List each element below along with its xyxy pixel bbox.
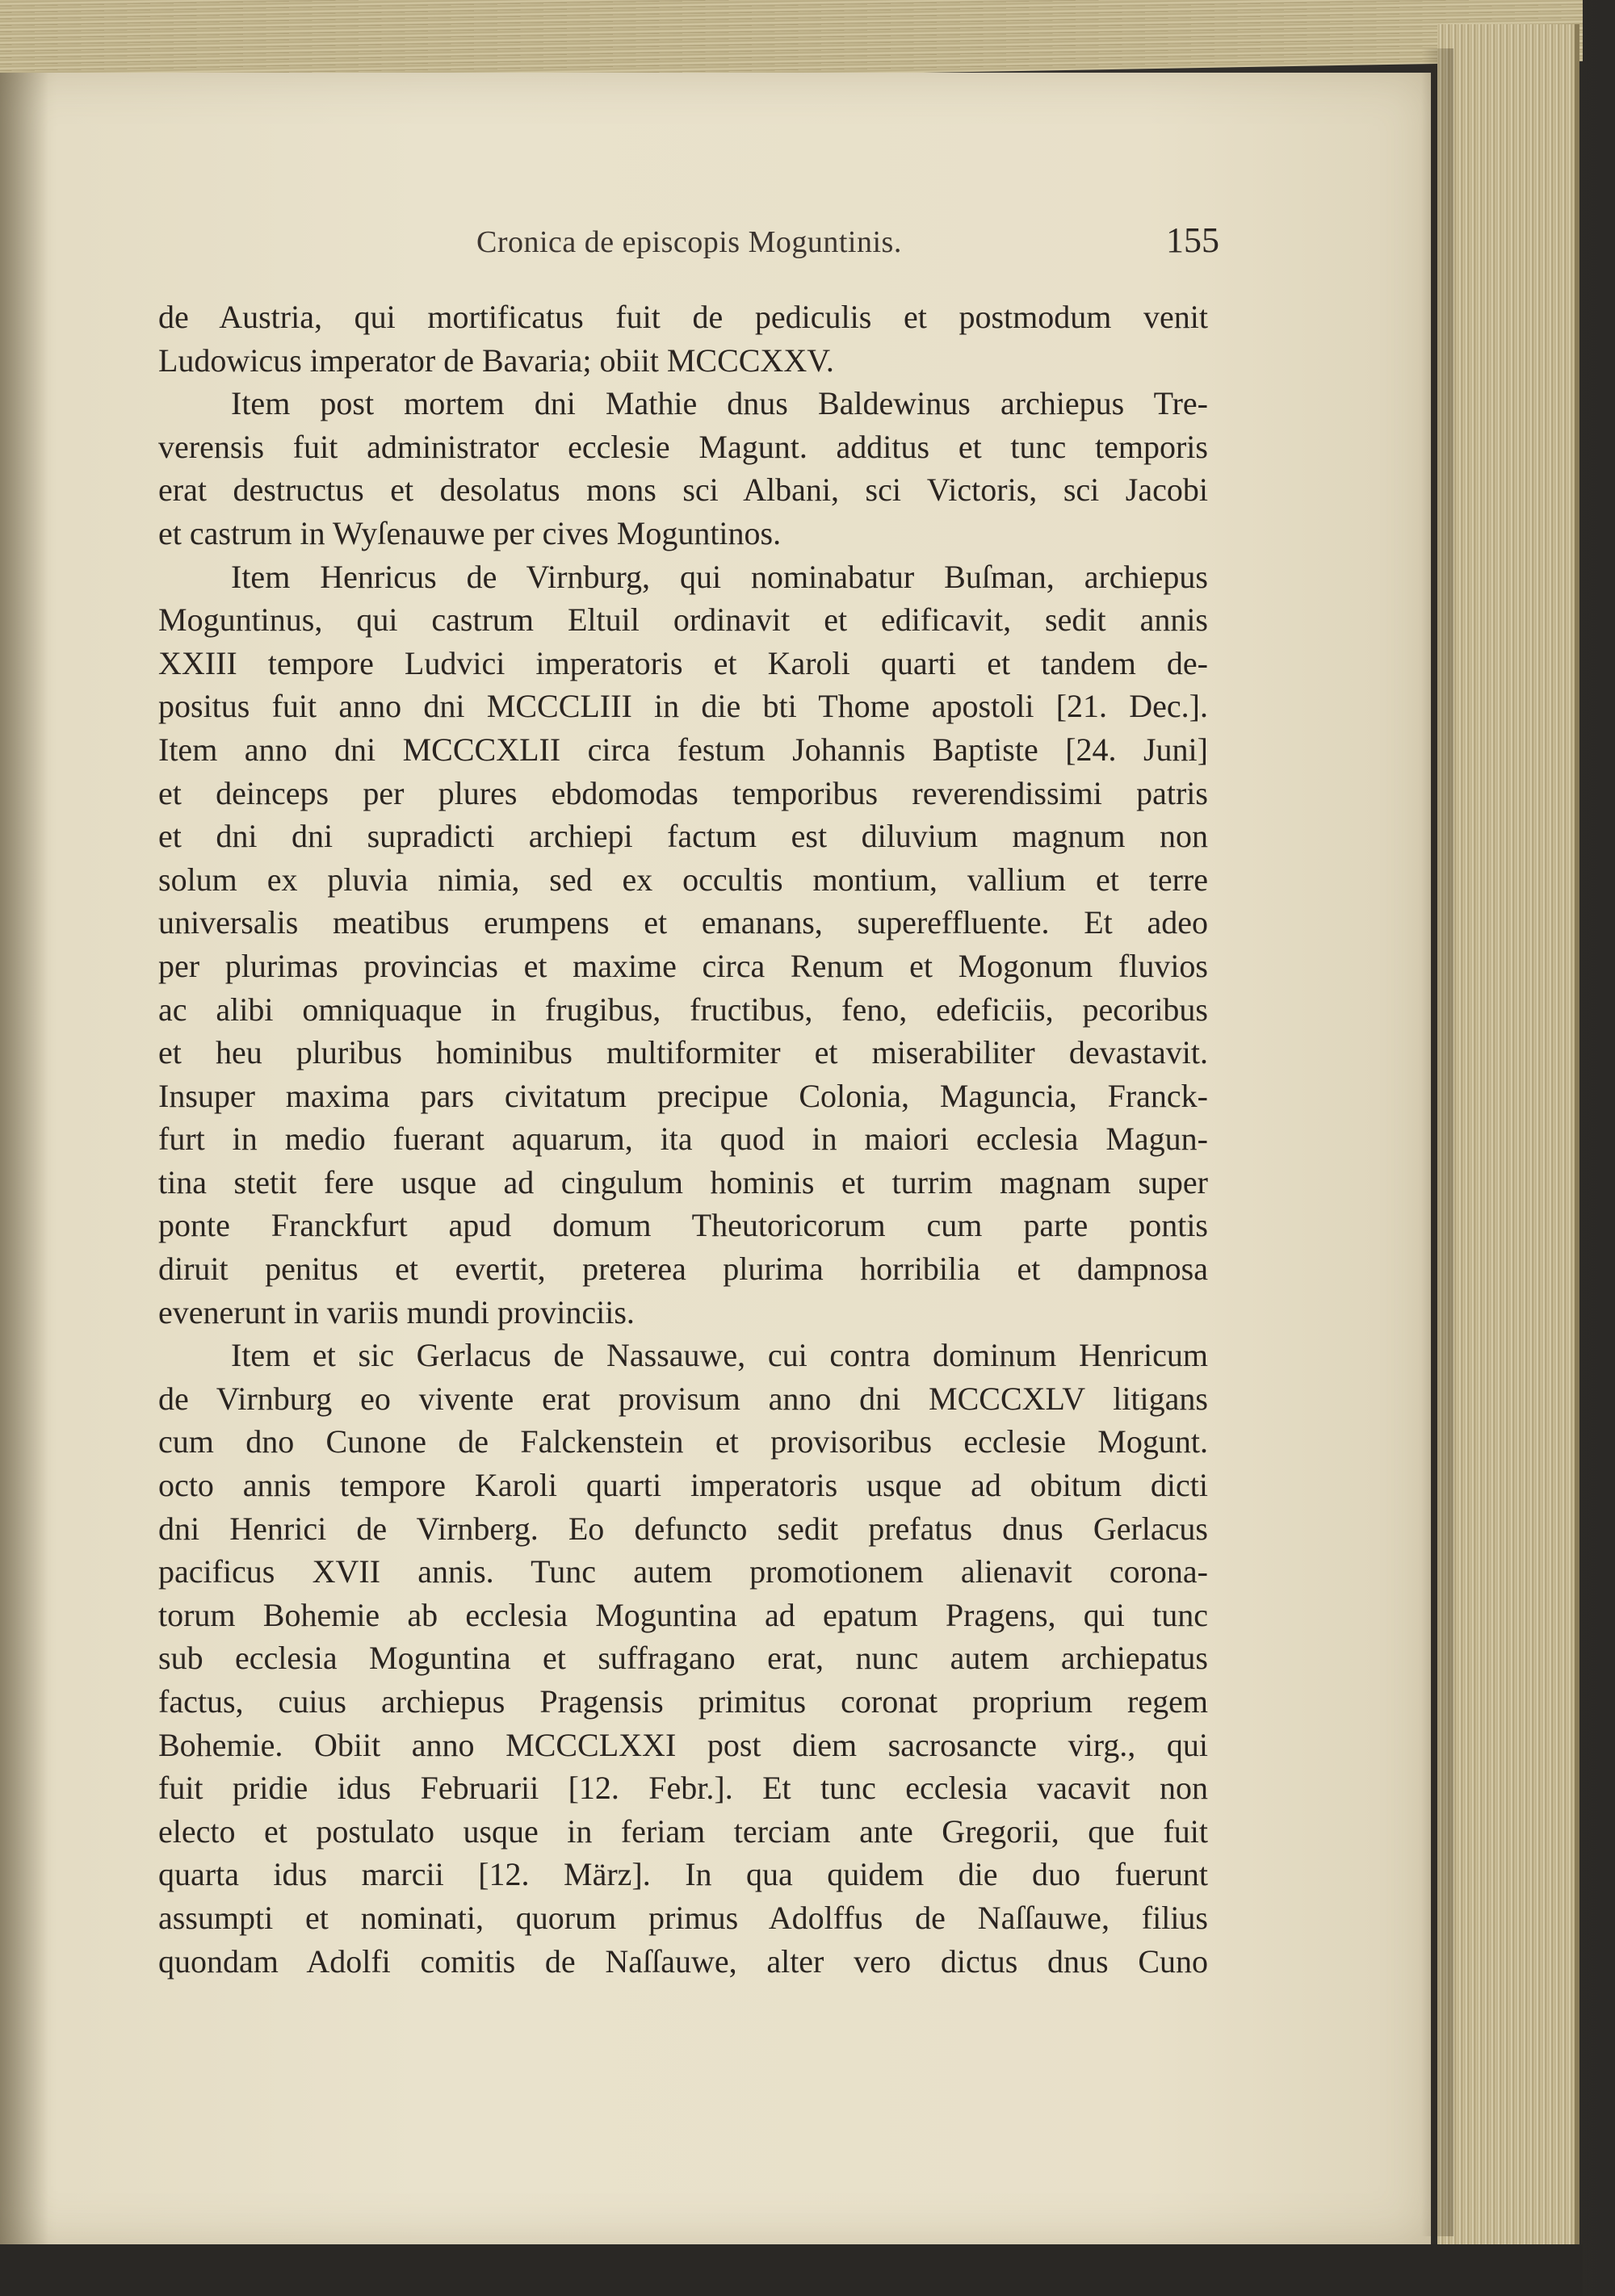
text-line: furt in medio fuerant aquarum, ita quod in maiori ecclesia Magun- <box>158 1121 1208 1158</box>
text-line: verensis fuit administrator ecclesie Magunt. additus et tunc temporis <box>158 428 1208 465</box>
text-line: universalis meatibus erumpens et emanans, supereffluente. Et adeo <box>158 904 1208 941</box>
text-line: positus fuit anno dni MCCCLIII in die bti Thome apostoli [21. Dec.]. <box>158 688 1208 725</box>
book-fore-edge <box>1437 24 1579 2252</box>
text-line: per plurimas provincias et maxime circa Renum et Mogonum fluvios <box>158 947 1208 984</box>
text-line: quarta idus marcii [12. März]. In qua quidem die duo fuerunt <box>158 1856 1208 1893</box>
text-line: et dni dni supradicti archiepi factum est diluvium magnum non <box>158 818 1208 855</box>
text-line: et heu pluribus hominibus multiformiter et miserabiliter devastavit. <box>158 1034 1208 1071</box>
text-line: cum dno Cunone de Falckenstein et provisoribus ecclesie Mogunt. <box>158 1423 1208 1460</box>
text-line: de Austria, qui mortificatus fuit de pediculis et postmodum venit <box>158 299 1208 335</box>
text-line: fuit pridie idus Februarii [12. Febr.]. Et tunc ecclesia vacavit non <box>158 1770 1208 1807</box>
text-line: solum ex pluvia nimia, sed ex occultis montium, vallium et terre <box>158 861 1208 898</box>
text-line: Item Henricus de Virnburg, qui nominabatur Buſman, archiepus <box>231 558 1208 595</box>
text-line: sub ecclesia Moguntina et suffragano erat, nunc autem archiepatus <box>158 1640 1208 1677</box>
text-line: tina stetit fere usque ad cingulum hominis et turrim magnam super <box>158 1163 1208 1200</box>
text-line: octo annis tempore Karoli quarti imperatoris usque ad obitum dicti <box>158 1467 1208 1504</box>
text-line: assumpti et nominati, quorum primus Adolffus de Naſſauwe, filius <box>158 1899 1208 1936</box>
text-line: erat destructus et desolatus mons sci Albani, sci Victoris, sci Jacobi <box>158 471 1208 509</box>
text-line: electo et postulato usque in feriam terciam ante Gregorii, que fuit <box>158 1812 1208 1850</box>
text-line: Insuper maxima pars civitatum precipue Colonia, Maguncia, Franck- <box>158 1077 1208 1114</box>
body-text <box>158 295 1208 1983</box>
running-header-title: Cronica de episcopis Moguntinis. <box>476 225 902 259</box>
text-line: Bohemie. Obiit anno MCCCLXXI post diem sacrosancte virg., qui <box>158 1726 1208 1763</box>
page-number: 155 <box>1166 220 1219 260</box>
page-bottom-shadow <box>0 2244 1583 2296</box>
text-line: de Virnburg eo vivente erat provisum anno dni MCCCXLV litigans <box>158 1380 1208 1417</box>
text-line: pacificus XVII annis. Tunc autem promotionem alienavit corona- <box>158 1553 1208 1590</box>
text-line: Item et sic Gerlacus de Nassauwe, cui contra dominum Henricum <box>231 1337 1208 1374</box>
text-line: et castrum in Wyſenauwe per cives Moguntinos. <box>158 514 782 551</box>
text-line: Moguntinus, qui castrum Eltuil ordinavit et edificavit, sedit annis <box>158 601 1208 639</box>
text-line: ac alibi omniquaque in frugibus, fructibus, feno, edeficiis, pecoribus <box>158 991 1208 1028</box>
fore-edge-shadow <box>1421 48 1454 2236</box>
text-line: Item anno dni MCCCXLII circa festum Johannis Baptiste [24. Juni] <box>158 731 1208 768</box>
text-line: diruit penitus et evertit, preterea plurima horribilia et dampnosa <box>158 1251 1208 1288</box>
text-line: dni Henrici de Virnberg. Eo defuncto sedit prefatus dnus Gerlacus <box>158 1510 1208 1547</box>
text-line: et deinceps per plures ebdomodas temporibus reverendissimi patris <box>158 774 1208 811</box>
text-line: evenerunt in variis mundi provinciis. <box>158 1293 635 1330</box>
text-line: Item post mortem dni Mathie dnus Baldewinus archiepus Tre- <box>231 385 1208 422</box>
text-line: factus, cuius archiepus Pragensis primitus coronat proprium regem <box>158 1683 1208 1720</box>
text-line: quondam Adolfi comitis de Naſſauwe, alter vero dictus dnus Cuno <box>158 1942 1208 1980</box>
text-line: torum Bohemie ab ecclesia Moguntina ad epatum Pragens, qui tunc <box>158 1596 1208 1633</box>
text-line: XXIII tempore Ludvici imperatoris et Karoli quarti et tandem de- <box>158 644 1208 681</box>
text-line: Ludowicus imperator de Bavaria; obiit MCCCXXV. <box>158 341 834 379</box>
text-line: ponte Franckfurt apud domum Theutoricorum cum parte pontis <box>158 1207 1208 1244</box>
gutter-shadow <box>0 73 48 2244</box>
